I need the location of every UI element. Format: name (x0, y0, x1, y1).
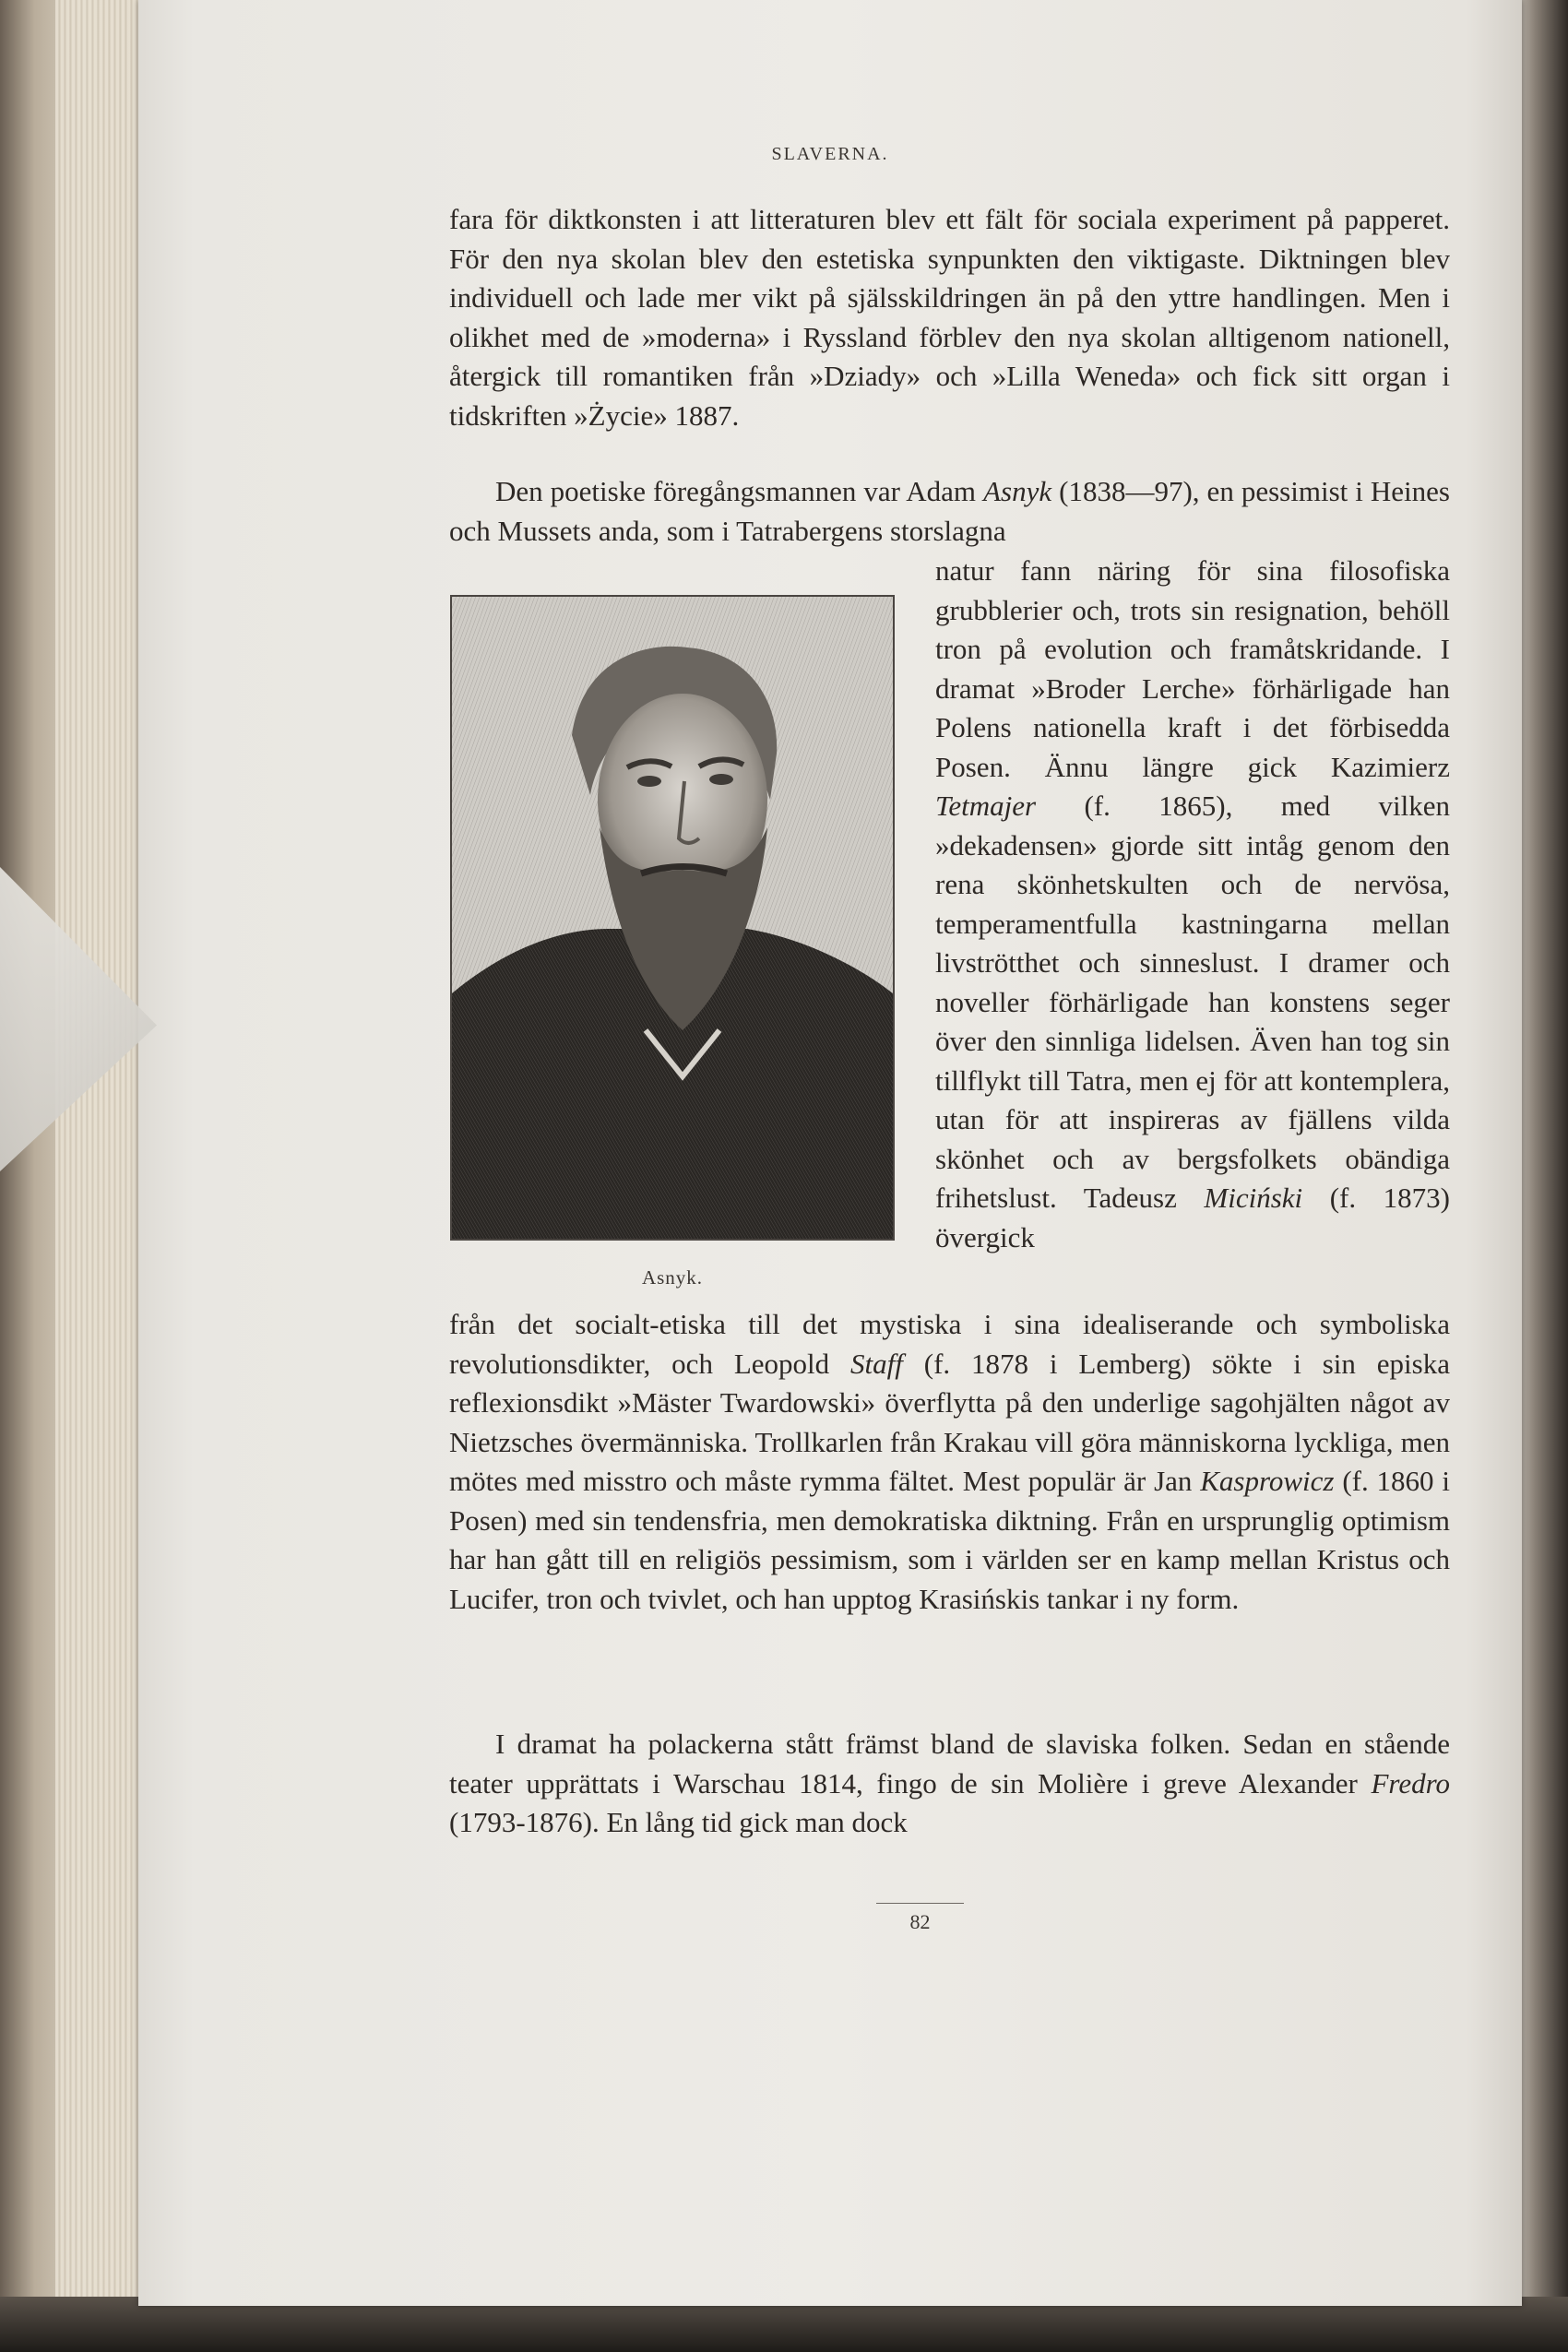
author-name-staff: Staff (850, 1347, 903, 1380)
paragraph-3-right-column (935, 552, 1450, 1257)
paragraph-4-text (449, 1305, 1450, 1619)
paragraph-3-part-b: (f. 1865), med vilken »dekadensen» gjorde sitt intåg genom den rena skönhetskulten och de nervösa, temperamentfulla kastningarna mellan livströtthet och sinneslust. I dramer och noveller förhärligade han konstens seger över den sinnliga lidelsen. Även han tog sin tillflykt till Tatra, men ej för att kontemplera, utan för att inspireras av fjällens vilda skönhet och av bergsfolkets obändiga frihetslust. Tadeusz (935, 790, 1450, 1214)
portrait-engraving (452, 597, 893, 1239)
paragraph-4-part-b: (f. 1878 i Lemberg) sökte i sin episka reflexionsdikt »Mäster Twardowski» överflytta på den underlige sagohjälten något av Nietzsches övermänniska. Trollkarlen från Krakau vill göra människorna lyckliga, men mötes med misstro och måste rymma fältet. Mest populär är Jan (449, 1347, 1450, 1497)
author-name-micinski: Miciński (1204, 1182, 1303, 1214)
folio-rule (876, 1903, 964, 1904)
portrait-illustration (450, 595, 895, 1241)
paragraph-2-part-b: (1838—97), en pessimist i Heines och Mussets anda, som i Tatrabergens storslagna (449, 475, 1450, 547)
paragraph-2-text (449, 472, 1450, 551)
paragraph-5-part-a: I dramat ha polackerna stått främst bland de slaviska folken. Sedan en stående teater upprättats i Warschau 1814, fingo de sin Molière i greve Alexander (449, 1728, 1450, 1800)
page-number: 82 (909, 1910, 931, 1933)
running-head: SLAVERNA. (771, 144, 889, 164)
paragraph-4-part-c: (f. 1860 i Posen) med sin tendensfria, men demokratiska diktning. Från en ursprunglig optimism har han gått till en religiös pessimism, som i världen ser en kamp mellan Kristus och Lucifer, tron och tvivlet, och han upptog Krasińskis tankar i ny form. (449, 1465, 1450, 1615)
paragraph-1 (449, 200, 1450, 435)
paragraph-5-text (449, 1725, 1450, 1843)
paragraph-2-part-a: Den poetiske föregångsmannen var Adam (495, 475, 984, 507)
paragraph-4 (449, 1305, 1450, 1619)
paragraph-4-part-a: från det socialt-etiska till det mystiska i sina idealiserande och symboliska revolutionsdikter, och Leopold (449, 1308, 1450, 1380)
author-name-kasprowicz: Kasprowicz (1200, 1465, 1335, 1497)
author-name-fredro: Fredro (1371, 1766, 1450, 1800)
author-name-asnyk: Asnyk (983, 475, 1052, 507)
paragraph-3-part-a: natur fann näring för sina filosofiska grubblerier och, trots sin resignation, behöll tron på evolution och framåtskridande. I dramat »Broder Lerche» förhärligade han Polens nationella kraft i det förbisedda Posen. Ännu längre gick Kazimierz (935, 554, 1450, 783)
paragraph-5-part-b: (1793-1876). En lång tid gick man dock (449, 1806, 908, 1838)
paragraph-2 (449, 472, 1450, 551)
paragraph-3-part-c: (f. 1873) övergick (935, 1182, 1450, 1253)
figure-caption: Asnyk. (641, 1266, 704, 1289)
author-name-tetmajer: Tetmajer (935, 790, 1037, 822)
paragraph-1-text: fara för diktkonsten i att litteraturen blev ett fält för sociala experiment på papperet. För den nya skolan blev den estetiska synpunkten den viktigaste. Diktningen blev individuell och lade mer vikt på själsskildringen än på den yttre handlingen. Men i olikhet med de »moderna» i Ryssland förblev den nya skolan alltigenom nationell, återgick till romantiken från »Dziady» och »Lilla Weneda» och fick sitt organ i tidskriften »Życie» 1887. (449, 203, 1450, 432)
paragraph-5 (449, 1725, 1450, 1843)
paragraph-3-text (935, 552, 1450, 1257)
page-edges (55, 0, 148, 2352)
